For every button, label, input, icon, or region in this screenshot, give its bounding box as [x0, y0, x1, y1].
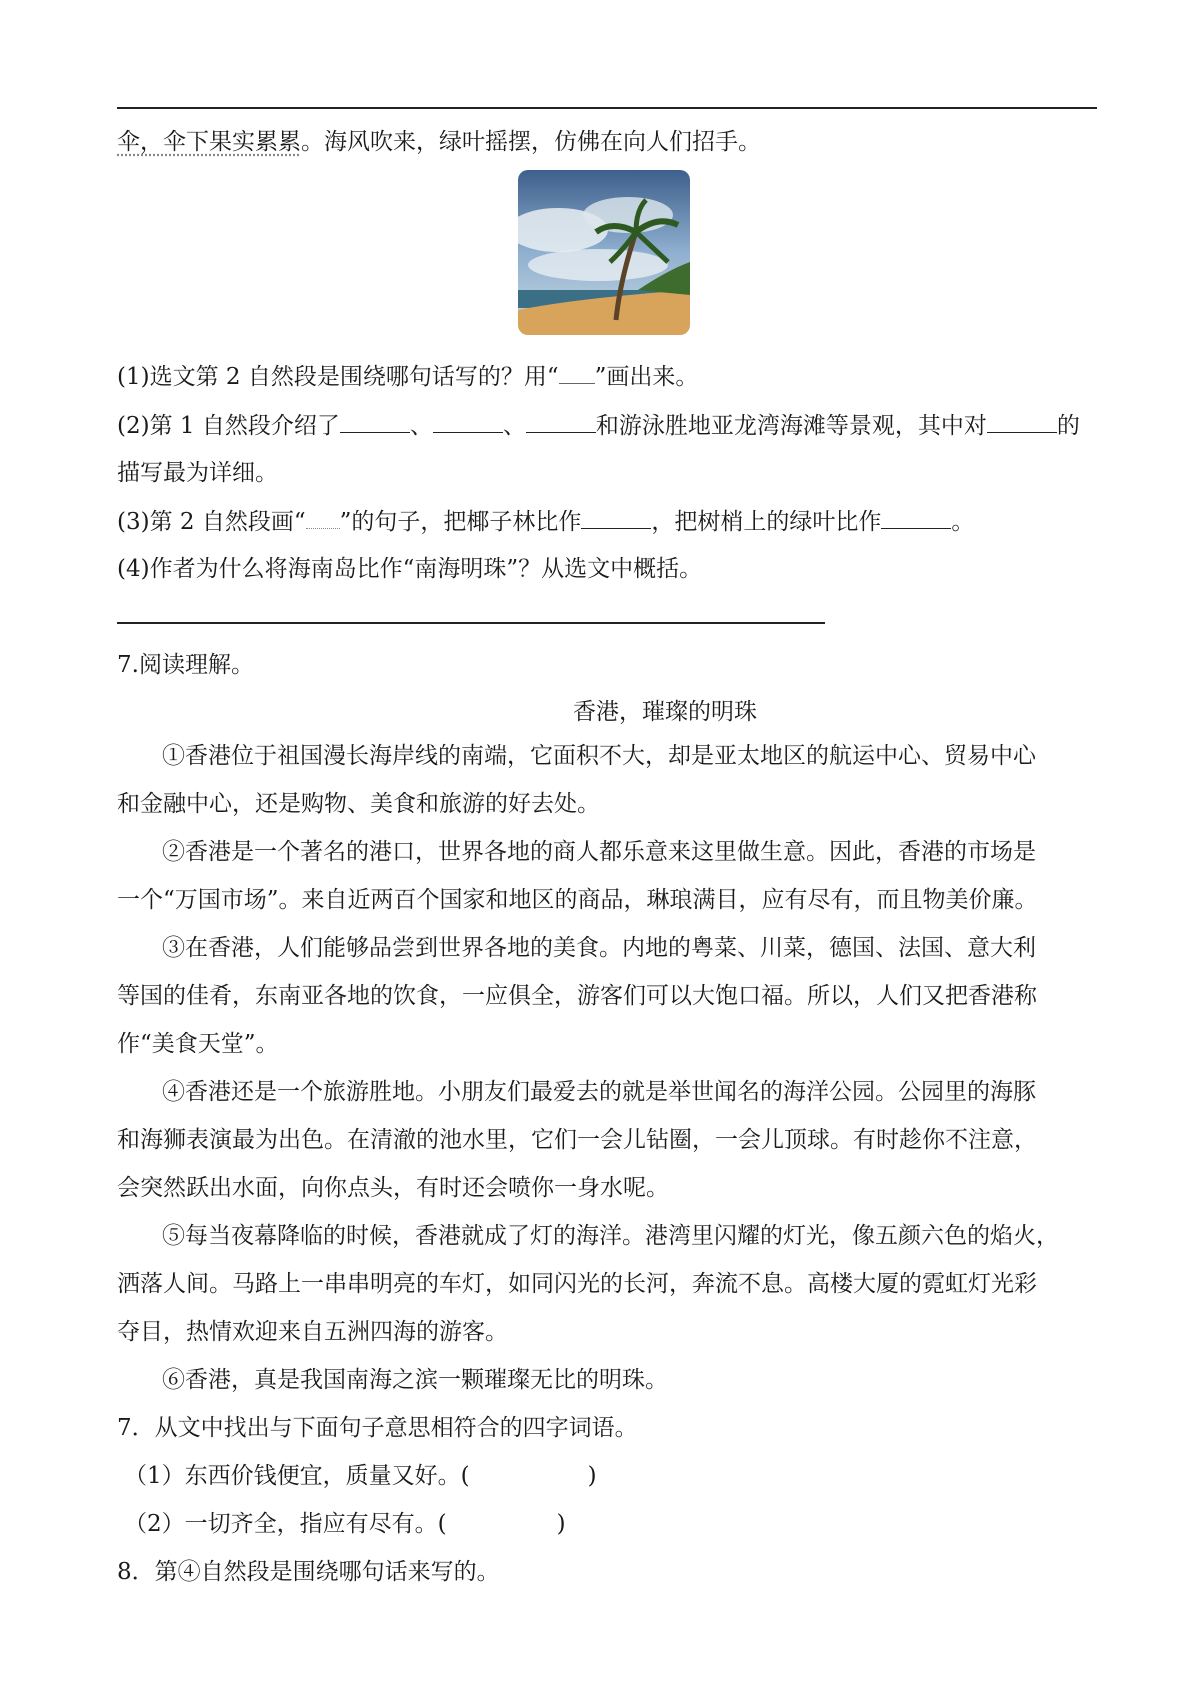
answer-blank[interactable]: [340, 410, 410, 433]
passage-title: 香港，璀璨的明珠: [573, 699, 757, 725]
paragraph-line: 会突然跃出水面，向你点头，有时还会喷你一身水呢。: [117, 1175, 669, 1201]
answer-blank[interactable]: [433, 410, 503, 433]
question-6-2-continued: 描写最为详细。: [117, 460, 278, 486]
question-6-2: (2)第 1 自然段介绍了 、 、 和游泳胜地亚龙湾海滩等景观，其中对 的: [117, 410, 1080, 441]
answer-blank[interactable]: [581, 506, 651, 529]
question-7-2: （2）一切齐全，指应有尽有。( ): [124, 1511, 566, 1537]
passage-line: 伞，伞下果实累累。海风吹来，绿叶摇摆，仿佛在向人们招手。: [117, 129, 761, 155]
answer-blank[interactable]: [559, 365, 595, 384]
question-6-3: (3)第 2 自然段画“ ”的句子，把椰子林比作 ，把树梢上的绿叶比作 。: [117, 506, 974, 537]
palm-tree-icon: [518, 170, 690, 335]
answer-blank[interactable]: [881, 506, 951, 529]
answer-blank[interactable]: [526, 410, 596, 433]
answer-blank[interactable]: [987, 410, 1057, 433]
palm-beach-photo: [518, 170, 690, 335]
paragraph-line: 和金融中心，还是购物、美食和旅游的好去处。: [117, 791, 600, 817]
paragraph-line: ②香港是一个著名的港口，世界各地的商人都乐意来这里做生意。因此，香港的市场是: [162, 839, 1036, 865]
paragraph-line: ③在香港，人们能够品尝到世界各地的美食。内地的粤菜、川菜，德国、法国、意大利: [162, 935, 1036, 961]
paragraph-line: ①香港位于祖国漫长海岸线的南端，它面积不大，却是亚太地区的航运中心、贸易中心: [162, 743, 1036, 769]
paragraph-line: 洒落人间。马路上一串串明亮的车灯，如同闪光的长河，奔流不息。高楼大厦的霓虹灯光彩: [117, 1271, 1037, 1297]
paragraph-line: 等国的佳肴，东南亚各地的饮食，一应俱全，游客们可以大饱口福。所以，人们又把香港称: [117, 983, 1037, 1009]
paragraph-line: 和海狮表演最为出色。在清澈的池水里，它们一会儿钻圈，一会儿顶球。有时趁你不注意，: [117, 1127, 1037, 1153]
paragraph-line: 一个“万国市场”。来自近两百个国家和地区的商品，琳琅满目，应有尽有，而且物美价廉。: [117, 887, 1038, 913]
dotted-underlined-text: 伞，伞下果实累累: [117, 129, 301, 155]
paragraph-line: 夺目，热情欢迎来自五洲四海的游客。: [117, 1319, 508, 1345]
paragraph-line: ④香港还是一个旅游胜地。小朋友们最爱去的就是举世闻名的海洋公园。公园里的海豚: [162, 1079, 1036, 1105]
section-heading: 7.阅读理解。: [117, 652, 254, 678]
paragraph-line: ⑤每当夜幕降临的时候，香港就成了灯的海洋。港湾里闪耀的灯光，像五颜六色的焰火，: [162, 1223, 1059, 1249]
question-8: 8．第④自然段是围绕哪句话来写的。: [117, 1559, 500, 1585]
answer-line[interactable]: [117, 622, 825, 624]
answer-blank[interactable]: [306, 510, 340, 529]
question-7: 7．从文中找出与下面句子意思相符合的四字词语。: [117, 1415, 638, 1441]
top-rule: [117, 107, 1097, 109]
paragraph-line: ⑥香港，真是我国南海之滨一颗璀璨无比的明珠。: [162, 1367, 668, 1393]
question-6-1: (1)选文第 2 自然段是围绕哪句话写的？用“ ”画出来。: [117, 364, 699, 390]
paragraph-line: 作“美食天堂”。: [117, 1031, 279, 1057]
question-6-4: (4)作者为什么将海南岛比作“南海明珠”？从选文中概括。: [117, 556, 703, 582]
question-7-1: （1）东西价钱便宜，质量又好。( ): [124, 1463, 597, 1489]
